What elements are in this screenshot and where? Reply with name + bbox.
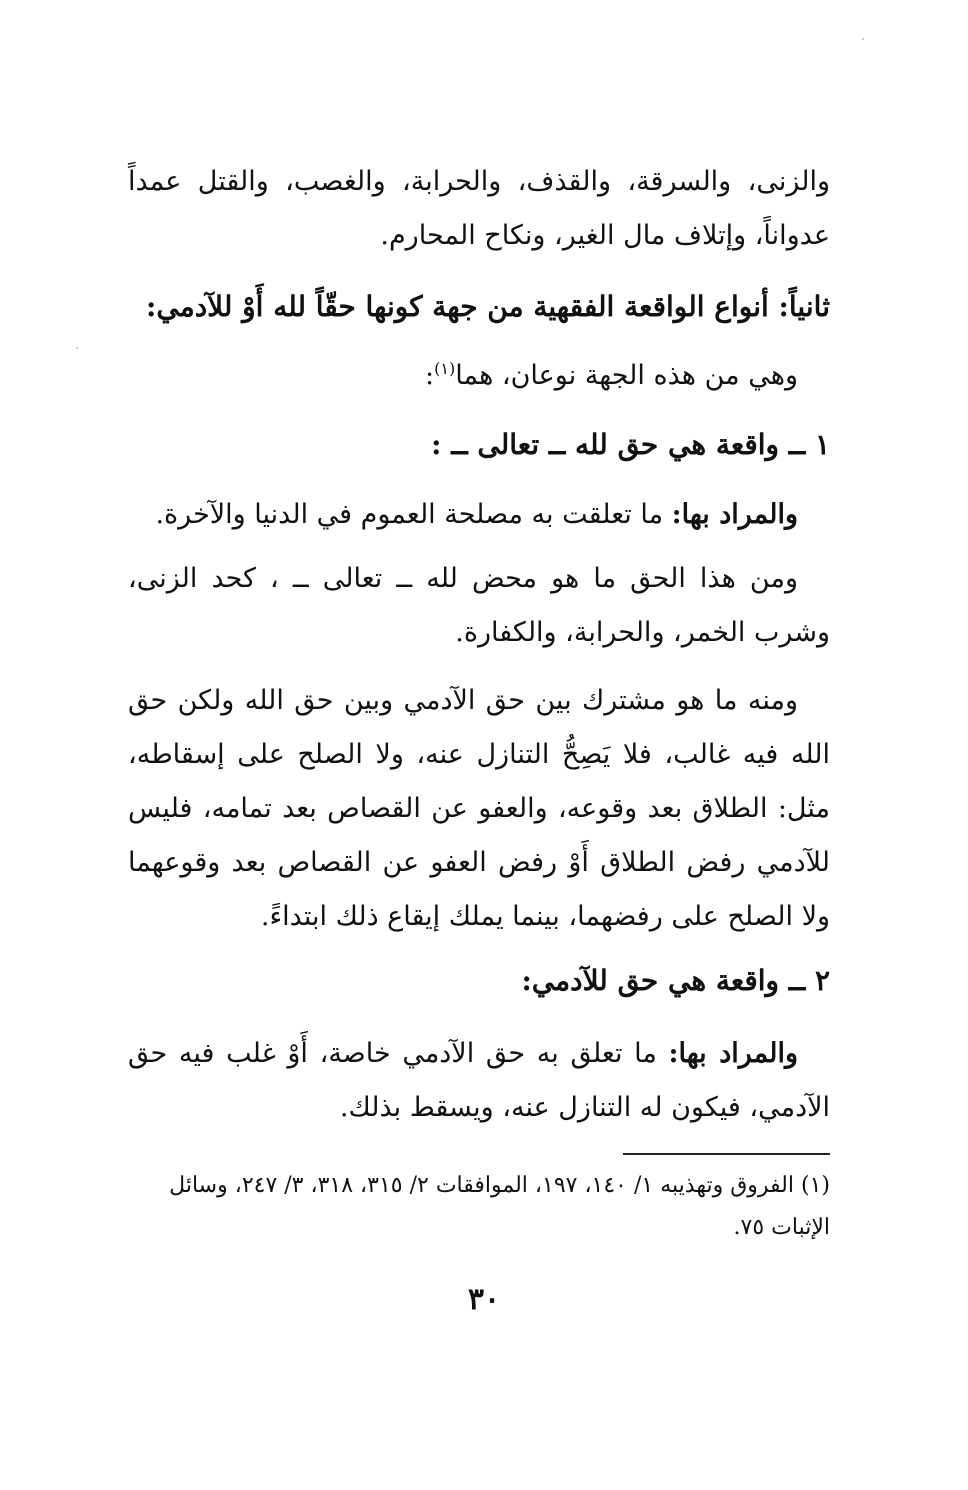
definition-label: والمراد بها: [671,499,798,530]
item-2-definition [128,1027,830,1135]
scan-speck [862,38,864,40]
paragraph-pure-right: ومن هذا الحق ما هو محض لله ــ تعالى ــ ، كحد الزنى، وشرب الخمر، والحرابة، والكفارة. [128,563,830,648]
item-heading-right-of-human: ٢ ــ واقعة هي حق للآدمي: [521,964,830,997]
paragraph-continuation: والزنى، والسرقة، والقذف، والحرابة، والغصب، والقتل عمداً عدواناً، وإتلاف مال الغير، ونكاح المحارم. [128,166,830,251]
scan-speck [76,347,78,349]
intro-line [128,349,830,403]
intro-text: وهي من هذه الجهة نوعان، هما [455,360,798,391]
item-1-definition [128,488,830,542]
footnote-ref: (١) [434,359,456,378]
definition-text: ما تعلقت به مصلحة العموم في الدنيا والآخرة. [155,499,672,530]
section-heading-second: ثانياً: أنواع الواقعة الفقهية من جهة كونها حقّاً لله أَوْ للآدمي: [146,290,830,323]
paragraph-shared-right: ومنه ما هو مشترك بين حق الآدمي وبين حق الله ولكن حق الله فيه غالب، فلا يَصِحُّ التنازل عنه، ولا الصلح على إسقاطه، مثل: الطلاق بعد وقوعه، والعفو عن القصاص بعد تمامه، فليس للآدمي رفض الطلاق أَوْ رفض العفو عن القصاص بعد وقوعهما ولا الصلح على رفضهما، بينما يملك إيقاع ذلك ابتداءً. [128,685,830,932]
definition-text: ما تعلق به حق الآدمي خاصة، أَوْ غلب فيه حق الآدمي، فيكون له التنازل عنه، ويسقط بذلك. [128,1038,830,1123]
footnote-separator [623,1153,830,1155]
footnote-1: (١) الفروق وتهذيبه ١/ ١٤٠، ١٩٧، الموافقات ٢/ ٣١٥، ٣١٨، ٣/ ٢٤٧، وسائل الإثبات ٧٥. [169,1173,830,1240]
definition-label: والمراد بها: [668,1038,798,1069]
item-heading-right-of-god: ١ ــ واقعة هي حق لله ــ تعالى ــ : [431,428,830,461]
page-number: ٣٠ [467,1282,501,1317]
intro-colon: : [425,360,435,391]
